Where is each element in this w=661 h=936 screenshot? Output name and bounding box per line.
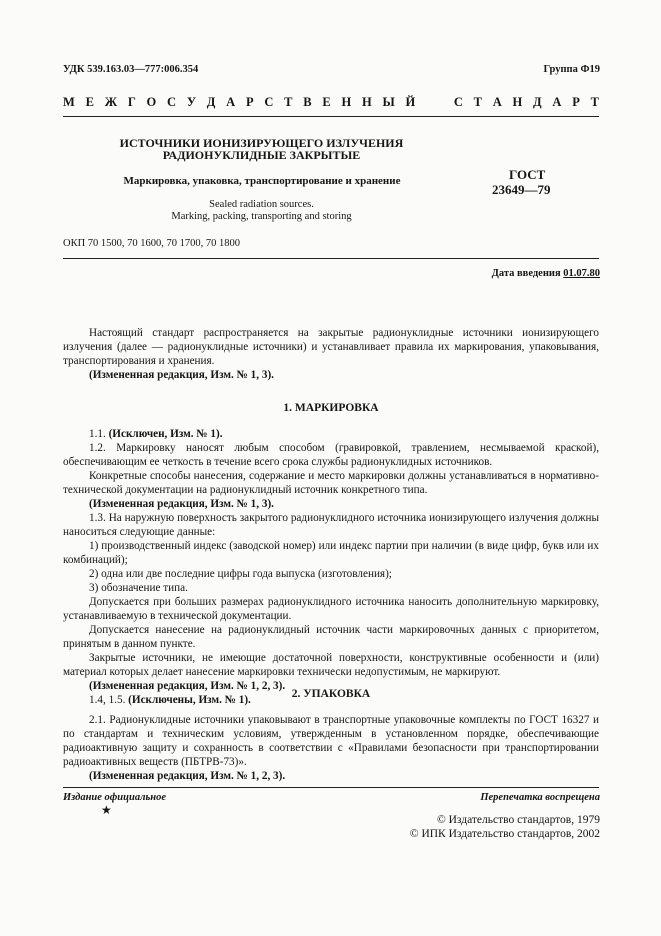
banner-letter: Ж (104, 95, 118, 109)
intro-date-label: Дата введения (491, 268, 561, 279)
banner-letter: О (146, 95, 157, 109)
banner-letter: С (167, 95, 177, 109)
okp-codes: ОКП 70 1500, 70 1600, 70 1700, 70 1800 (63, 238, 241, 249)
intro-paragraph: Настоящий стандарт распространяется на закрытые радионуклидные источники ионизирующего излучения (далее — радионуклидные источники) и устанавливает правила их маркирования, упаковывания, транспортирования и хранения. (63, 327, 599, 367)
english-title-1: Sealed radiation sources. (209, 199, 314, 210)
banner-letter: Т (284, 95, 293, 109)
clause-2-1-note: (Измененная редакция, Изм. № 1, 2, 3). (89, 770, 286, 782)
intro-block (63, 326, 599, 382)
clause-1-2-b: Конкретные способы нанесения, содержание и место маркировки должны устанавливаться в нормативно-технической документации на радионуклидный источник конкретного типа. (63, 470, 599, 496)
clause-1-3-item-1: 1) производственный индекс (заводской номер) или индекс партии при наличии (в виде цифр, букв или их комбинаций); (63, 540, 599, 566)
clause-2-1: 2.1. Радионуклидные источники упаковывают в транспортные упаковочные комплекты по ГОСТ 16327 и по стандартам и техническим условиям, утвержденным в установленном порядке, обеспечивающие радиоактивную защиту и сохранность в соответствии с «Правилами безопасности при транспортировании радиоактивных веществ (ПБТРВ-73)». (63, 714, 599, 768)
clause-1-3-item-3: 3) обозначение типа. (89, 582, 188, 594)
official-edition: Издание официальное (63, 792, 167, 803)
clause-1-2-note: (Измененная редакция, Изм. № 1, 3). (89, 498, 274, 510)
banner-letter: А (226, 95, 236, 109)
reprint-forbidden: Перепечатка воспрещена (480, 792, 600, 803)
banner-letter: А (492, 95, 502, 109)
clause-1-3-allow-1: Допускается при больших размерах радионуклидного источника наносить дополнительную маркировку, устанавливаемую в технической документации. (63, 596, 599, 622)
banner-letter: М (63, 95, 75, 109)
clause-1-3-note: (Измененная редакция, Изм. № 1, 2, 3). (89, 680, 286, 692)
banner-gap (426, 95, 429, 110)
banner-letter: Т (590, 95, 599, 109)
section-1-heading: 1. МАРКИРОВКА (283, 402, 379, 414)
udk-code: УДК 539.163.03—777:006.354 (63, 64, 199, 75)
banner-letter: Н (362, 95, 372, 109)
banner-letter: С (453, 95, 463, 109)
banner-letter: Д (206, 95, 216, 109)
clause-1-3-allow-2: Допускается нанесение на радионуклидный источник части маркировочных данных с приоритетом, принятым в данном пункте. (63, 624, 599, 650)
section-2-body (63, 713, 599, 783)
banner-letter: Ы (382, 95, 395, 109)
banner-letter: Й (405, 95, 416, 109)
title-line-2: РАДИОНУКЛИДНЫЕ ЗАКРЫТЫЕ (162, 148, 361, 162)
intro-date-value: 01.07.80 (563, 268, 600, 279)
banner-letter: С (264, 95, 274, 109)
clause-status: (Исключены, Изм. № 1). (128, 694, 251, 706)
clause-number: 1.4, 1.5. (89, 694, 126, 706)
banner-rule (63, 116, 599, 117)
clause-number: 1.1. (89, 428, 106, 440)
banner-letter: А (552, 95, 562, 109)
banner-letter: Д (533, 95, 542, 109)
title-subtitle: Маркировка, упаковка, транспортирование и хранение (123, 175, 401, 187)
banner-letter: В (303, 95, 312, 109)
intro-note: (Измененная редакция, Изм. № 1, 3). (89, 369, 274, 381)
clause-status: (Исключен, Изм. № 1). (108, 428, 223, 440)
clause-1-2: 1.2. Маркировку наносят любым способом (гравировкой, травлением, несмываемой краской), обеспечивающим ее четкость в течение всего срока службы радионуклидных источников. (63, 442, 599, 468)
intro-date (492, 268, 600, 279)
clause-1-3-closed: Закрытые источники, не имеющие достаточной поверхности, конструктивные особенности и (или) материал которых делает нанесение маркировки технически недопустимым, не маркируют. (63, 652, 599, 678)
clause-1-3: 1.3. На наружную поверхность закрытого радионуклидного источника ионизирующего излучения должны наноситься следующие данные: (63, 512, 599, 538)
copyright-1: © Издательство стандартов, 1979 (436, 814, 600, 826)
footer-rule (63, 787, 599, 788)
banner-letter: Н (512, 95, 523, 109)
clause-1-3-item-2: 2) одна или две последние цифры года выпуска (изготовления); (89, 568, 392, 580)
english-title-2: Marking, packing, transporting and storing (171, 211, 352, 222)
gost-label: ГОСТ (509, 167, 546, 182)
interstate-standard-banner (63, 95, 599, 110)
banner-gap (440, 95, 443, 110)
banner-letter: Р (572, 95, 580, 109)
group-code: Группа Ф19 (543, 64, 600, 75)
banner-letter: Р (245, 95, 254, 109)
banner-letter: Г (127, 95, 136, 109)
header-rule (63, 258, 599, 259)
banner-letter: Е (85, 95, 94, 109)
banner-letter: Н (341, 95, 352, 109)
section-2-heading: 2. УПАКОВКА (291, 688, 371, 700)
banner-letter: Т (473, 95, 482, 109)
title-line-1: ИСТОЧНИКИ ИОНИЗИРУЮЩЕГО ИЗЛУЧЕНИЯ (119, 136, 404, 150)
clause-1-1 (63, 427, 599, 441)
star-icon: ★ (101, 803, 112, 817)
copyright-2: © ИПК Издательство стандартов, 2002 (409, 828, 600, 840)
banner-letter: У (186, 95, 197, 109)
gost-number: 23649—79 (492, 182, 551, 197)
banner-letter: Е (322, 95, 331, 109)
section-1-body (63, 427, 599, 707)
